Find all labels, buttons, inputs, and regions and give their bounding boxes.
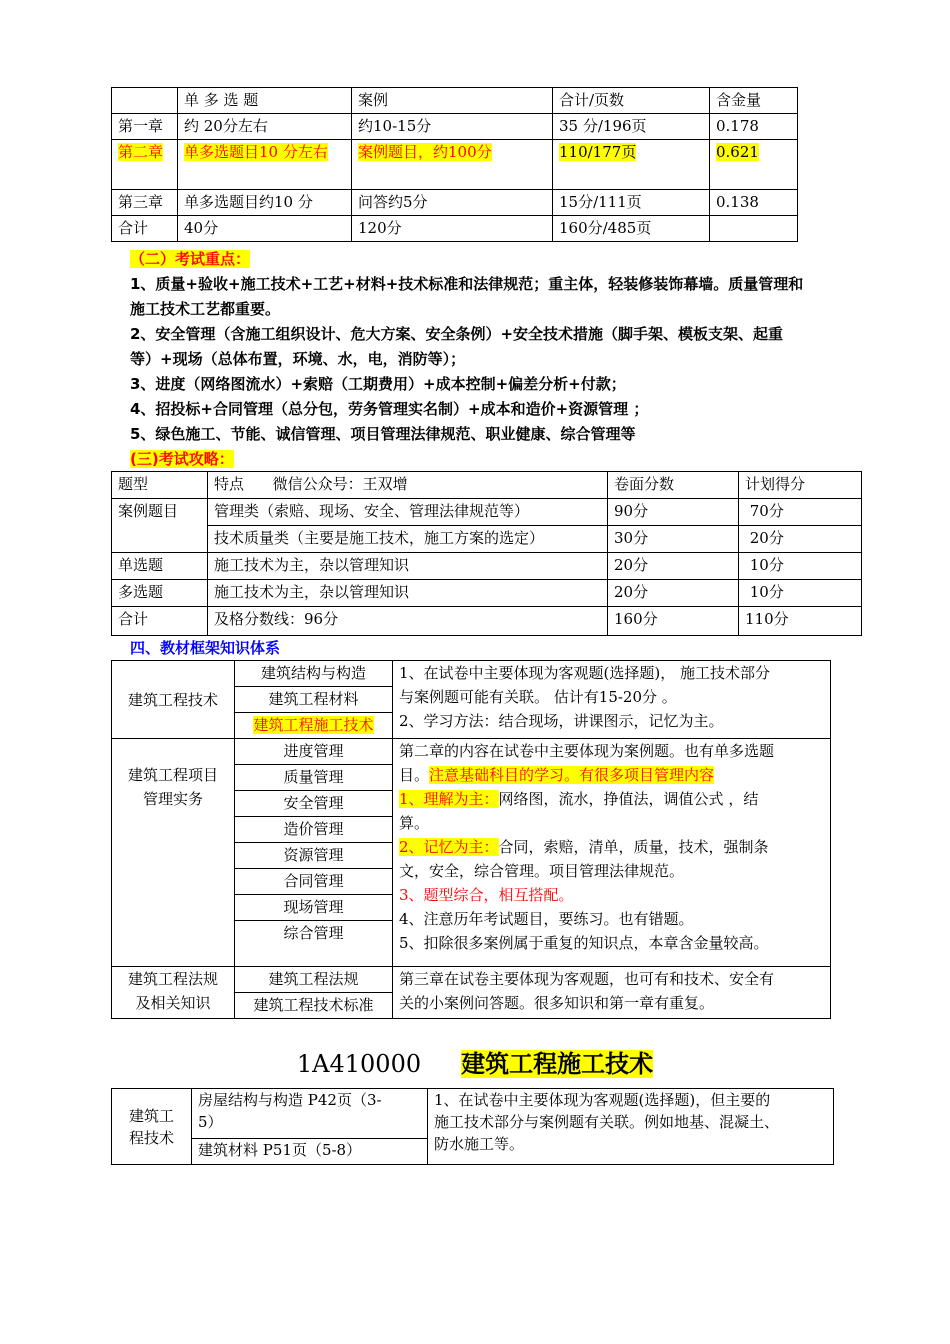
text-line: 5、扣除很多案例属于重复的知识点，本章含金量较高。	[399, 934, 769, 952]
group-description	[393, 739, 831, 967]
text-line: 第二章的内容在试卷中主要体现为案例题。也有单多选题	[399, 742, 775, 760]
text-line: 1、在试卷中主要体现为客观题(选择题)，但主要的	[434, 1091, 771, 1109]
table-cell: 160分	[608, 607, 739, 636]
highlighted-text: 案例题目，约100分	[358, 143, 492, 161]
table-cell	[178, 140, 352, 190]
text-line: 4、注意历年考试题目，要练习。也有错题。	[399, 910, 694, 928]
text-line: 与案例题可能有关联。 估计有15-20分 。	[399, 688, 677, 706]
table-cell: 40分	[178, 216, 352, 242]
text-line: 防水施工等。	[434, 1135, 525, 1153]
table-cell: 案例	[352, 88, 553, 114]
table-cell: 特点 微信公众号：王双增	[208, 472, 608, 499]
table-cell	[710, 216, 798, 242]
highlighted-text: 110/177页	[559, 143, 637, 161]
table-cell: 合计	[112, 216, 178, 242]
table-cell: 15分/111页	[553, 190, 710, 216]
table-cell: 160分/485页	[553, 216, 710, 242]
table-cell: 70分	[739, 499, 862, 526]
table-row	[112, 526, 862, 553]
table-cell: 含金量	[710, 88, 798, 114]
framework-table	[111, 660, 831, 1019]
group-description	[428, 1089, 834, 1165]
table-cell: 资源管理	[235, 843, 393, 869]
text-line: 3、题型综合，相互搭配。	[399, 886, 574, 904]
highlighted-text: 0.621	[716, 143, 759, 161]
table-cell: 施工技术为主，杂以管理知识	[208, 553, 608, 580]
group-name	[112, 739, 235, 967]
table-cell: 0.138	[710, 190, 798, 216]
text-line: 文，安全，综合管理。项目管理法律规范。	[399, 862, 685, 880]
section-heading: 四、教材框架知识体系	[130, 639, 281, 657]
text-line: 算。	[399, 814, 430, 832]
group-name	[112, 967, 235, 1019]
group-name-line: 管理实务	[142, 790, 203, 808]
text-line: 2、学习方法：结合现场，讲课图示，记忆为主。	[399, 712, 724, 730]
chapter-heading	[0, 1044, 950, 1084]
table-cell: 单选题	[112, 553, 208, 580]
text-span: 网络图，流水，挣值法，调值公式 ，结	[498, 790, 759, 808]
table-cell: 单多选题目约10 分	[178, 190, 352, 216]
text-line: 5）	[198, 1113, 223, 1131]
table-cell	[112, 88, 178, 114]
text-line: 1、质量+验收+施工技术+工艺+材料+技术标准和法律规范；重主体，轻装修装饰幕墙。质量管理和	[130, 275, 804, 293]
highlighted-text: 单多选题目10 分左右	[184, 143, 328, 161]
table-cell: 建筑工程法规	[235, 967, 393, 993]
table-cell: 建筑工程材料	[235, 687, 393, 713]
table-cell: 综合管理	[235, 921, 393, 967]
text-line: 关的小案例问答题。很多知识和第一章有重复。	[399, 994, 715, 1012]
table-header-row	[112, 472, 862, 499]
group-description	[393, 967, 831, 1019]
table-cell: 卷面分数	[608, 472, 739, 499]
text-span: 合同，索赔，清单，质量，技术，强制条	[498, 838, 769, 856]
table-cell: 题型	[112, 472, 208, 499]
table-cell: 30分	[608, 526, 739, 553]
table-cell: 35 分/196页	[553, 114, 710, 140]
table-cell: 110分	[739, 607, 862, 636]
table-cell: 20分	[608, 553, 739, 580]
table-cell: 第三章	[112, 190, 178, 216]
chapter-code: 1A410000	[296, 1050, 422, 1078]
group-name-line: 及相关知识	[135, 994, 211, 1012]
highlighted-text: 注意基础科目的学习。有很多项目管理内容	[429, 766, 715, 784]
score-summary-table	[111, 87, 798, 242]
table-cell	[235, 713, 393, 739]
text-line: 1、在试卷中主要体现为客观题(选择题)， 施工技术部分	[399, 664, 771, 682]
text-line	[399, 787, 824, 811]
text-line: 房屋结构与构造 P42页（3-	[198, 1091, 382, 1109]
table-cell: 约10-15分	[352, 114, 553, 140]
table-cell: 质量管理	[235, 765, 393, 791]
table-cell: 10分	[739, 580, 862, 607]
group-name	[112, 1089, 192, 1165]
highlighted-text: 2、记忆为主：	[399, 838, 499, 856]
text-line: 5、绿色施工、节能、诚信管理、项目管理法律规范、职业健康、综合管理等	[130, 425, 636, 443]
table-cell	[352, 140, 553, 190]
highlighted-text: 第二章	[118, 143, 164, 161]
table-cell: 现场管理	[235, 895, 393, 921]
table-row-highlighted	[112, 140, 798, 190]
table-row	[112, 499, 862, 526]
group-name-line: 建筑工程项目	[127, 766, 218, 784]
table-cell: 0.178	[710, 114, 798, 140]
table-cell: 管理类（索赔、现场、安全、管理法律规范等）	[208, 499, 608, 526]
highlighted-text: 1、理解为主：	[399, 790, 499, 808]
group-name-line: 建筑工	[128, 1106, 174, 1125]
group-name-line: 程技术	[128, 1128, 174, 1147]
text-line: 第三章在试卷主要体现为客观题，也可有和技术、安全有	[399, 970, 775, 988]
table-cell: 造价管理	[235, 817, 393, 843]
table-row	[112, 661, 831, 687]
text-line: 4、招投标+合同管理（总分包，劳务管理实名制）+成本和造价+资源管理 ；	[130, 400, 649, 418]
text-line	[399, 835, 824, 859]
section-heading: (三)考试攻略：	[130, 450, 234, 468]
table-row	[112, 580, 862, 607]
table-row	[112, 1089, 834, 1139]
table-cell: 安全管理	[235, 791, 393, 817]
table-cell: 进度管理	[235, 739, 393, 765]
table-cell	[192, 1089, 428, 1139]
table-cell: 第一章	[112, 114, 178, 140]
table-cell: 技术质量类（主要是施工技术，施工方案的选定）	[208, 526, 608, 553]
table-cell: 计划得分	[739, 472, 862, 499]
table-cell: 及格分数线：96分	[208, 607, 608, 636]
text-line: 施工技术工艺都重要。	[130, 300, 281, 318]
text-line: 3、进度（网络图流水）+索赔（工期费用）+成本控制+偏差分析+付款；	[130, 375, 626, 393]
text-line: 施工技术部分与案例题有关联。例如地基、混凝土、	[434, 1113, 780, 1131]
table-cell: 多选题	[112, 580, 208, 607]
table-row	[112, 967, 831, 993]
table-cell: 约 20分左右	[178, 114, 352, 140]
table-row	[112, 607, 862, 636]
table-cell: 施工技术为主，杂以管理知识	[208, 580, 608, 607]
table-cell: 90分	[608, 499, 739, 526]
table-cell	[553, 140, 710, 190]
group-name: 建筑工程技术	[112, 661, 235, 739]
table-cell: 建筑结构与构造	[235, 661, 393, 687]
table-cell	[112, 140, 178, 190]
group-description	[393, 661, 831, 739]
table-cell: 10分	[739, 553, 862, 580]
chapter-overview-table	[111, 1088, 834, 1165]
highlighted-text: 建筑工程施工技术	[253, 716, 374, 734]
table-cell: 合计/页数	[553, 88, 710, 114]
section-heading: （二）考试重点：	[130, 250, 251, 268]
table-row	[112, 190, 798, 216]
table-cell: 单 多 选 题	[178, 88, 352, 114]
text-line: 2、安全管理（含施工组织设计、危大方案、安全条例）+安全技术措施（脚手架、模板支架、起重	[130, 325, 784, 343]
table-cell: 建筑工程技术标准	[235, 993, 393, 1019]
table-cell: 120分	[352, 216, 553, 242]
table-cell: 合同管理	[235, 869, 393, 895]
table-cell: 建筑材料 P51页（5-8）	[192, 1139, 428, 1165]
table-cell: 20分	[739, 526, 862, 553]
table-row	[112, 216, 798, 242]
table-cell: 案例题目	[112, 499, 208, 553]
exam-strategy-table	[111, 471, 862, 636]
table-row	[112, 739, 831, 765]
text-line	[399, 763, 824, 787]
table-header-row	[112, 88, 798, 114]
table-cell: 问答约5分	[352, 190, 553, 216]
chapter-name: 建筑工程施工技术	[461, 1050, 654, 1078]
table-row	[112, 553, 862, 580]
text-span: 目。	[399, 766, 430, 784]
group-name-line: 建筑工程法规	[127, 970, 218, 988]
table-cell: 合计	[112, 607, 208, 636]
table-row	[112, 114, 798, 140]
text-line: 等）+现场（总体布置，环境、水，电，消防等）；	[130, 350, 466, 368]
table-cell	[710, 140, 798, 190]
table-cell: 20分	[608, 580, 739, 607]
